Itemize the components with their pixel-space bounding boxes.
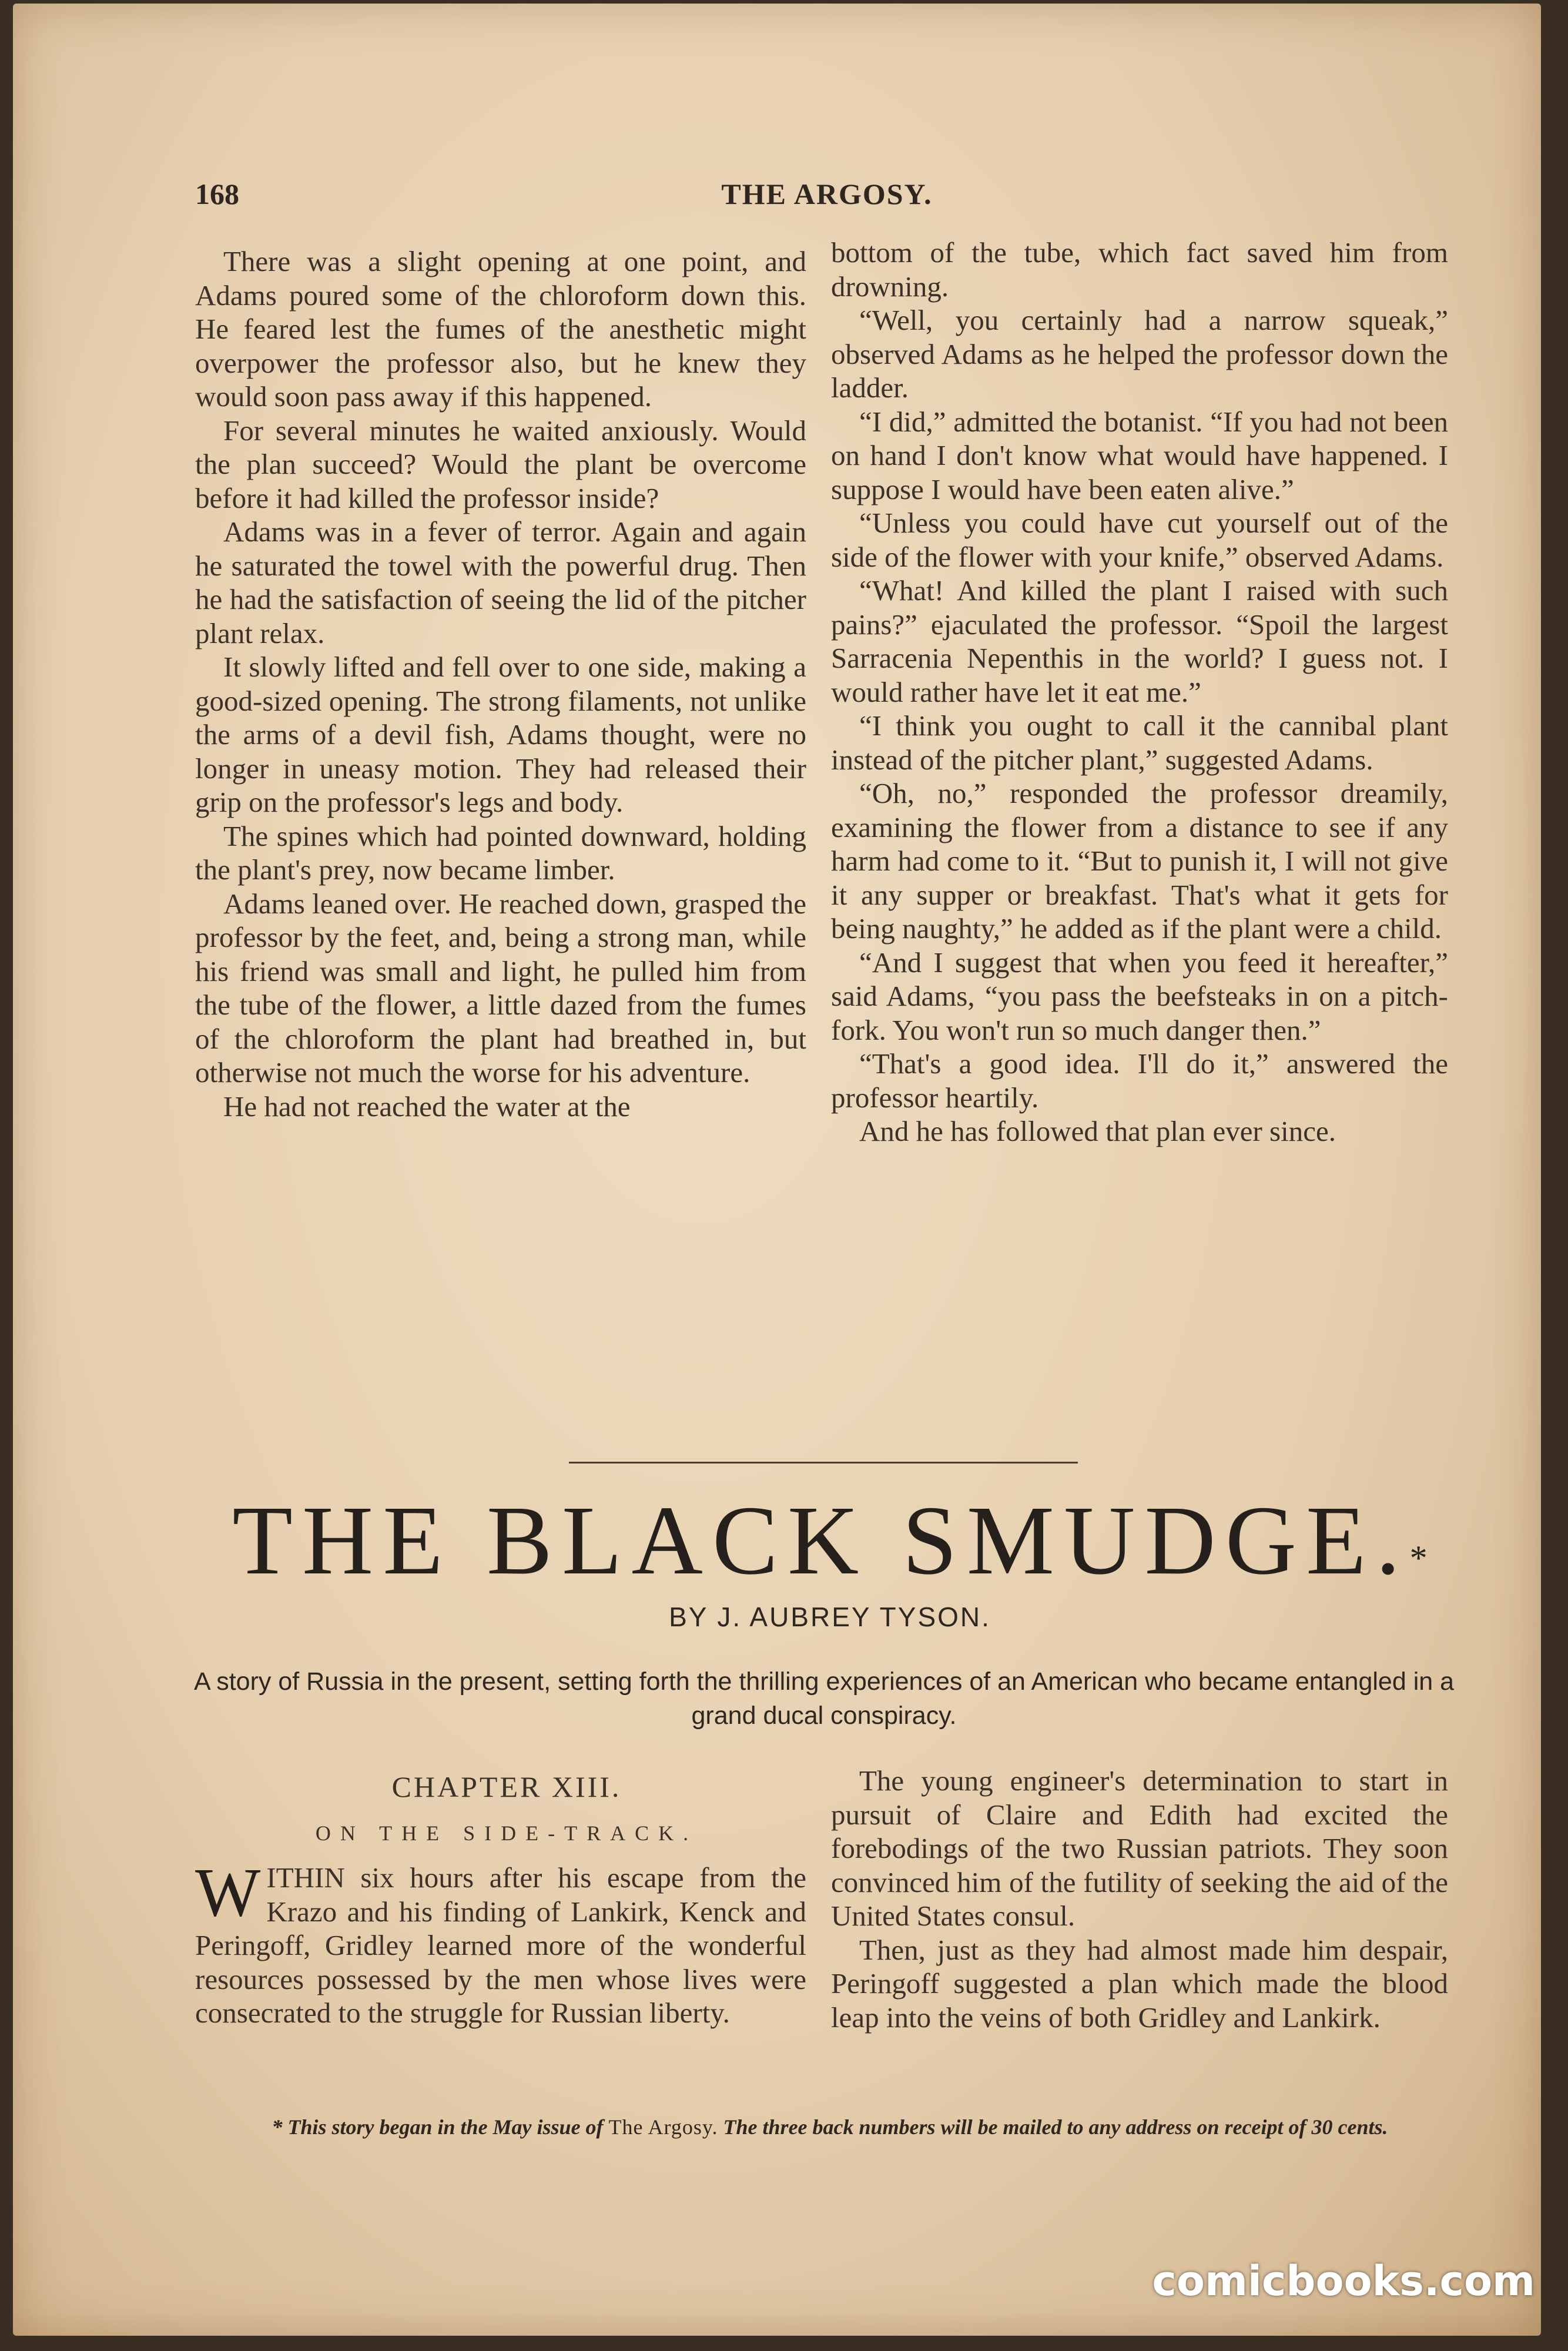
paragraph: The young engineer's determination to start in pursuit of Claire and Edith had excited the forebodings of the two Russian patriots. They soon convinced him of the futility of seeking the aid of the United States consul. [831, 1764, 1448, 1932]
paragraph: “That's a good idea. I'll do it,” answered the professor heartily. [831, 1047, 1448, 1114]
paragraph: It slowly lifted and fell over to one side, making a good-sized opening. The strong filaments, not unlike the arms of a devil fish, Adams thought, were no longer in uneasy motion. They had released their grip on the professor's legs and body. [195, 651, 806, 818]
paragraph: “Oh, no,” responded the professor dreamily, examining the flower from a distance to see if any harm had come to it. “But to punish it, I will not give it any supper or breakfast. That's what it gets for being naughty,” he added as if the plant were a child. [831, 777, 1448, 945]
paragraph: “And I suggest that when you feed it hereafter,” said Adams, “you pass the beefsteaks in on a pitch-fork. You won't run so much danger then.” [831, 946, 1448, 1046]
footnote [201, 2114, 1459, 2141]
story-title-text: THE BLACK SMUDGE. [232, 1486, 1410, 1595]
footnote-text: The three back numbers will be mailed to any address on receipt of 30 cents. [723, 2115, 1388, 2139]
running-title: THE ARGOSY. [721, 178, 933, 210]
page-number: 168 [195, 178, 239, 210]
story-title [201, 1485, 1459, 1596]
paragraph: For several minutes he waited anxiously. Would the plan succeed? Would the plant be overcome before it had killed the professor inside? [195, 414, 806, 514]
opening-paragraph [195, 1854, 806, 2030]
paragraph: “I think you ought to call it the cannibal plant instead of the pitcher plant,” suggested Adams. [831, 709, 1448, 776]
right-text-column [831, 236, 1448, 1148]
chapter-subhead: ON THE SIDE-TRACK. [315, 1821, 698, 1845]
page-header [195, 177, 1459, 218]
paragraph: “What! And killed the plant I raised with such pains?” ejaculated the professor. “Spoil the largest Sarracenia Nepenthis in the world? I guess not. I would rather have let it eat me.” [831, 574, 1448, 708]
site-watermark: comicbooks.com [1152, 2257, 1535, 2305]
drop-cap: W [195, 1854, 261, 1931]
paragraph: “Unless you could have cut yourself out of the side of the flower with your knife,” observed Adams. [831, 507, 1448, 573]
paragraph: “Well, you certainly had a narrow squeak,” observed Adams as he helped the professor down the ladder. [831, 304, 1448, 404]
story-blurb: A story of Russia in the present, setting forth the thrilling experiences of an American who became entangled in a grand ducal conspiracy. [193, 1667, 1455, 1730]
paragraph: bottom of the tube, which fact saved him from drowning. [831, 236, 1448, 303]
story-left-column [195, 1854, 806, 2030]
paragraph: The spines which had pointed downward, holding the plant's prey, now became limber. [195, 819, 806, 886]
paragraph: He had not reached the water at the [223, 1090, 631, 1123]
footnote-mark: * [1409, 1539, 1428, 1578]
footnote-text: * This story began in the May issue of [272, 2115, 604, 2139]
paragraph: Adams was in a fever of terror. Again and again he saturated the towel with the powerful drug. Then he had the satisfaction of seeing the lid of the pitcher plant relax. [195, 515, 806, 649]
chapter-heading: CHAPTER XIII. [391, 1770, 622, 1803]
byline: BY J. AUBREY TYSON. [669, 1602, 991, 1632]
paragraph: “I did,” admitted the botanist. “If you had not been on hand I don't know what would have happened. I suppose I would have been eaten alive.” [831, 405, 1448, 505]
paragraph: Then, just as they had almost made him despair, Peringoff suggested a plan which made the blood leap into the veins of both Gridley and Lankirk. [831, 1933, 1448, 2034]
story-right-column [831, 1764, 1448, 2034]
left-text-column [195, 245, 806, 1123]
magazine-page [13, 4, 1541, 2336]
paragraph: And he has followed that plan ever since. [859, 1115, 1336, 1147]
section-divider [569, 1462, 1078, 1463]
opening-text: ITHIN six hours after his escape from the Krazo and his finding of Lankirk, Kenck and Peringoff, Gridley learned more of the wonderful resources possessed by the men whose lives were consecrated to the struggle for Russian liberty. [195, 1861, 806, 2029]
footnote-magazine: The Argosy. [608, 2115, 718, 2139]
paragraph: There was a slight opening at one point, and Adams poured some of the chloroform down this. He feared lest the fumes of the anesthetic might overpower the professor also, but he knew they would soon pass away if this happened. [195, 245, 806, 413]
paragraph: Adams leaned over. He reached down, grasped the professor by the feet, and, being a strong man, while his friend was small and light, he pulled him from the tube of the flower, a little dazed from the fumes of the chloroform the plant had breathed in, but otherwise not much the worse for his adventure. [195, 887, 806, 1089]
